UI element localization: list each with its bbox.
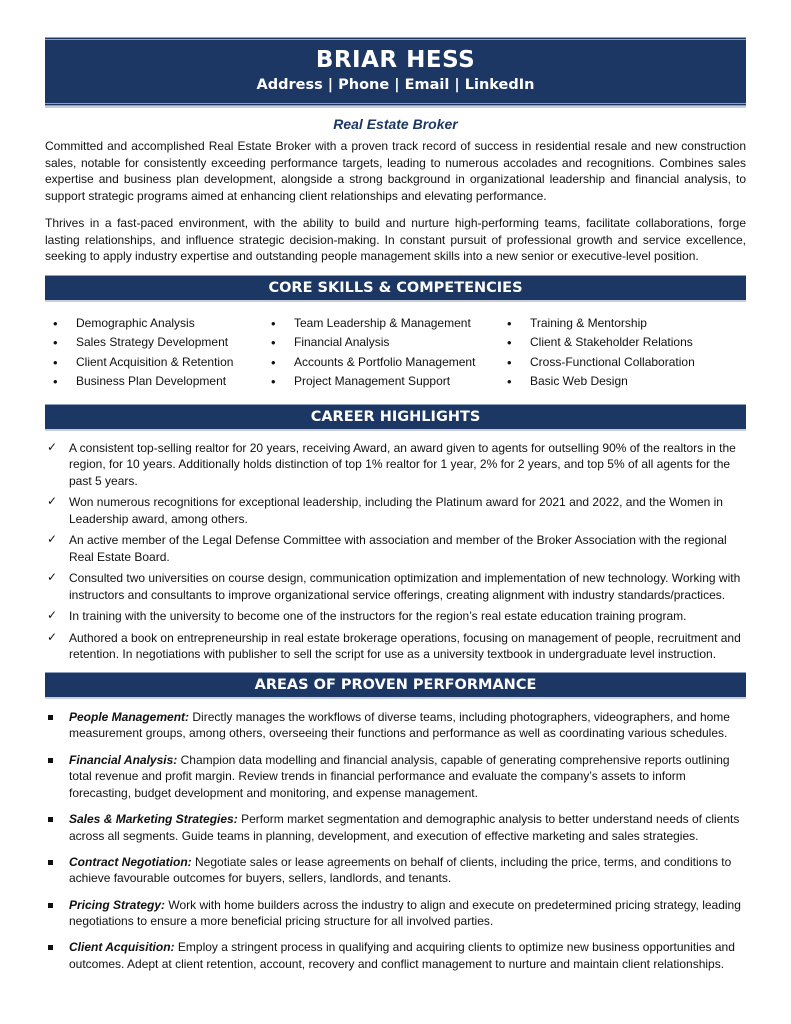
performance-label: Sales & Marketing Strategies: <box>69 812 238 827</box>
checkmark-icon: ✓ <box>47 494 58 509</box>
professional-summary <box>45 138 746 265</box>
performance-text: Perform market segmentation and demographic analysis to better understand needs of clients across all segments. Guide teams in planning, development, and execution of effective marketing and sales strategies. <box>69 812 740 843</box>
highlight-text: A consistent top-selling realtor for 20 years, receiving Award, an award given to agents for outselling 90% of the realtors in the region, for 10 years. Additionally holds distinction of top 1% realtor for 1 year, 2% for 2 years, and top 5% of all agents for the past 5 years. <box>69 440 736 488</box>
square-bullet-icon <box>48 860 53 865</box>
skill-item: • Business Plan Development <box>53 372 271 392</box>
highlight-item <box>45 440 746 490</box>
square-bullet-icon <box>48 903 53 908</box>
performance-label: Pricing Strategy: <box>69 897 166 912</box>
highlight-item <box>45 630 746 663</box>
job-title: Real Estate Broker <box>333 116 458 132</box>
skill-item: • Client & Stakeholder Relations <box>507 333 737 353</box>
performance-item <box>45 897 746 930</box>
square-bullet-icon <box>48 715 53 720</box>
highlight-item <box>45 494 746 527</box>
checkmark-icon: ✓ <box>47 532 58 547</box>
highlight-text: In training with the university to become one of the instructors for the region’s real estate education training program. <box>69 609 687 624</box>
candidate-name: BRIAR HESS <box>315 47 476 73</box>
checkmark-icon: ✓ <box>47 629 58 644</box>
skills-section-heading: CORE SKILLS & COMPETENCIES <box>45 275 746 300</box>
performance-label: People Management: <box>69 709 190 724</box>
performance-text: Champion data modelling and financial analysis, capable of generating comprehensive reports outlining total revenue and profit margin. Review trends in financial performance and evaluate the company’s assets to inform forecasting, budget development and monitoring, and expense management. <box>69 752 730 800</box>
skills-column <box>271 314 507 392</box>
performance-label: Financial Analysis: <box>69 752 178 767</box>
performance-text: Negotiate sales or lease agreements on behalf of clients, including the price, terms, and conditions to achieve favourable outcomes for buyers, sellers, landlords, and tenants. <box>69 854 732 886</box>
performance-label: Client Acquisition: <box>69 940 175 955</box>
resume-page <box>45 37 746 982</box>
highlight-item <box>45 532 746 565</box>
contact-line: Address | Phone | Email | LinkedIn <box>256 77 535 93</box>
skill-item: • Demographic Analysis <box>53 314 271 334</box>
performance-label: Contract Negotiation: <box>69 854 192 869</box>
highlight-item <box>45 570 746 603</box>
career-highlights-heading: CAREER HIGHLIGHTS <box>45 404 746 429</box>
highlight-text: An active member of the Legal Defense Committee with association and member of the Broker Association with the regional Real Estate Board. <box>69 533 727 564</box>
performance-list <box>45 709 746 973</box>
proven-performance-heading: AREAS OF PROVEN PERFORMANCE <box>45 672 746 697</box>
performance-text: Directly manages the workflows of diverse teams, including photographers, videographers, and home measurement groups, among others, overseeing their functions and performance as well as coordinating various schedules. <box>69 709 730 741</box>
skills-grid <box>45 314 746 392</box>
highlight-text: Consulted two universities on course design, communication optimization and implementation of new technology. Working with instructors and consultants to improve organizational service offerings, creating alignment with industry standards/practices. <box>69 571 741 602</box>
highlight-text: Won numerous recognitions for exceptional leadership, including the Platinum award for 2021 and 2022, and the Women in Leadership award, among others. <box>69 495 723 526</box>
skill-item: • Sales Strategy Development <box>53 333 271 353</box>
skill-item: • Financial Analysis <box>271 333 507 353</box>
skills-column <box>53 314 271 392</box>
skill-item: • Team Leadership & Management <box>271 314 507 334</box>
skill-item: • Project Management Support <box>271 372 507 392</box>
checkmark-icon: ✓ <box>47 439 58 454</box>
performance-text: Employ a stringent process in qualifying and acquiring clients to optimize new business opportunities and outcomes. Adept at client retention, account, recovery and conflict management to nurture and maintain client relationships. <box>69 940 735 971</box>
summary-paragraph: Committed and accomplished Real Estate Broker with a proven track record of success in residential resale and new construction sales, notable for consistently exceeding performance targets, leading to numerous accolades and recognitions. Combines sales expertise and business plan development, alongside a strong background in organizational leadership and financial analysis, to support strategic programs aimed at enhancing client relationships and elevating performance. <box>45 139 746 203</box>
skills-column <box>507 314 737 392</box>
checkmark-icon: ✓ <box>47 608 58 623</box>
skill-item: • Cross-Functional Collaboration <box>507 353 737 373</box>
performance-item <box>45 939 746 972</box>
performance-item <box>45 811 746 844</box>
skill-item: • Training & Mentorship <box>507 314 737 334</box>
performance-item <box>45 709 746 742</box>
square-bullet-icon <box>48 817 53 822</box>
skill-item: • Client Acquisition & Retention <box>53 353 271 373</box>
performance-item <box>45 752 746 802</box>
skill-item: • Basic Web Design <box>507 372 737 392</box>
performance-text: Work with home builders across the industry to align and execute on predetermined pricing strategy, leading negotiations to ensure a more beneficial pricing structure for all involved parties. <box>69 897 741 929</box>
performance-item <box>45 854 746 887</box>
square-bullet-icon <box>48 945 53 950</box>
summary-paragraph: Thrives in a fast-paced environment, with the ability to build and nurture high-performing teams, facilitate collaborations, forge lasting relationships, and influence strategic decision-making. In constant pursuit of professional growth and service excellence, seeking to apply industry expertise and outstanding people management skills into a new senior or executive-level position. <box>45 216 746 263</box>
checkmark-icon: ✓ <box>47 570 58 585</box>
career-highlights-list <box>45 440 746 663</box>
skill-item: • Accounts & Portfolio Management <box>271 353 507 373</box>
highlight-text: Authored a book on entrepreneurship in real estate brokerage operations, focusing on management of people, recruitment and retention. In negotiations with publisher to sell the script for use as a university textbook in undergraduate level instruction. <box>69 630 741 662</box>
highlight-item <box>45 608 746 625</box>
name-banner <box>45 37 746 106</box>
square-bullet-icon <box>48 758 53 763</box>
